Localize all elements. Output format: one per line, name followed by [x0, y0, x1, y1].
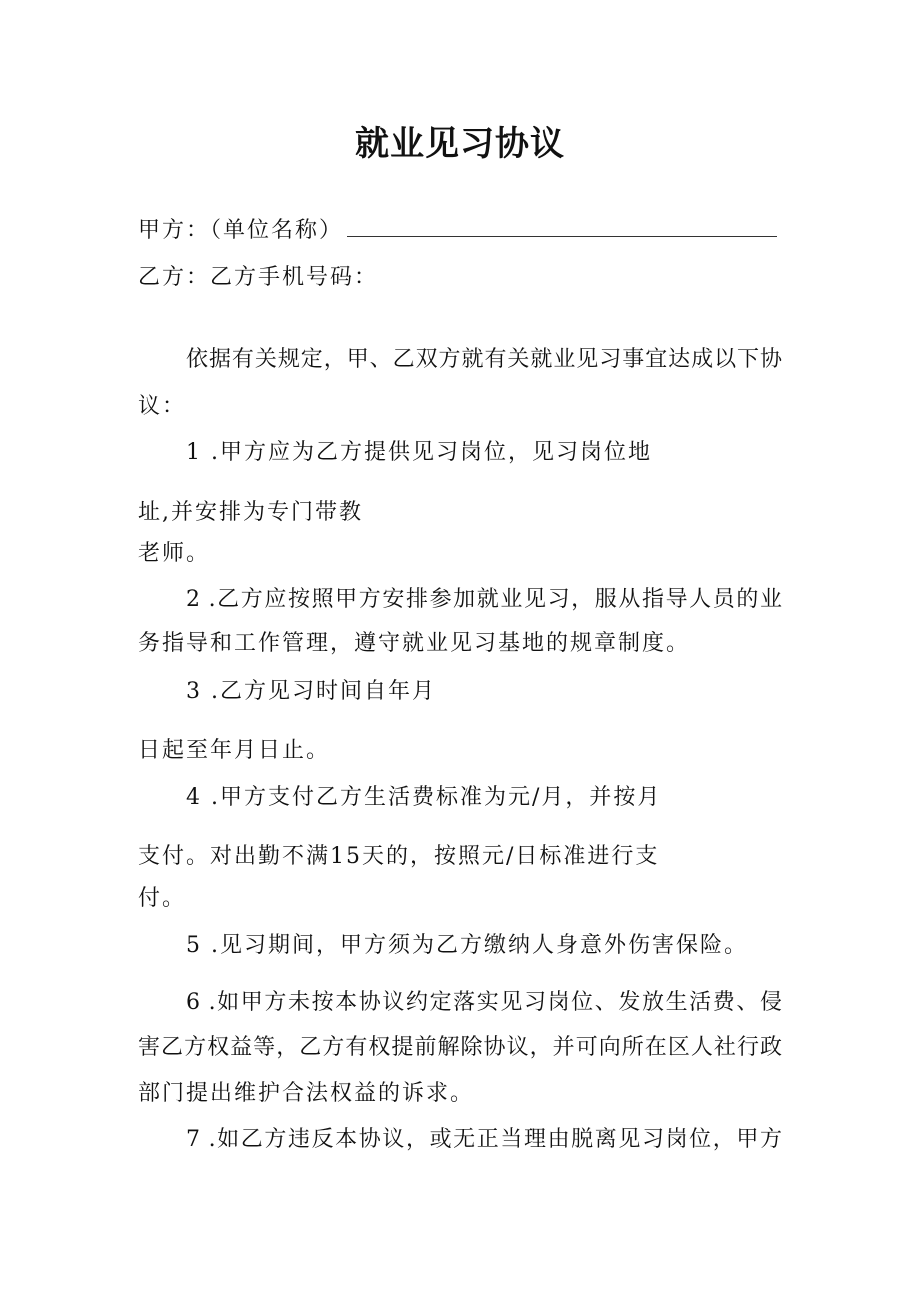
- clause-6-line-2: 害乙方权益等，乙方有权提前解除协议，并可向所在区人社行政: [138, 1035, 782, 1060]
- intro-line-1: 依据有关规定，甲、乙双方就有关就业见习事宜达成以下协: [186, 347, 782, 372]
- clause-2-line-1: 2 .乙方应按照甲方安排参加就业见习，服从指导人员的业: [186, 587, 782, 612]
- clause-6-line-3: 部门提出维护合法权益的诉求。: [138, 1081, 475, 1106]
- party-a-line: [138, 214, 777, 247]
- clause-4-line-2: 支付。对出勤不满15天的，按照元/日标准进行支: [138, 844, 660, 869]
- clause-1-line-3: 老师。: [138, 541, 211, 566]
- clause-5-line-1: 5 .见习期间，甲方须为乙方缴纳人身意外伤害保险。: [186, 933, 748, 958]
- clause-3-line-2: 日起至年月日止。: [138, 738, 331, 763]
- clause-2-line-2: 务指导和工作管理，遵守就业见习基地的规章制度。: [138, 631, 691, 656]
- clause-6-line-1: 6 .如甲方未按本协议约定落实见习岗位、发放生活费、侵: [186, 990, 782, 1015]
- clause-7-line-1: 7 .如乙方违反本协议，或无正当理由脱离见习岗位，甲方: [186, 1127, 782, 1152]
- party-a-label: 甲方：（单位名称）: [138, 218, 344, 243]
- document-title: 就业见习协议: [355, 124, 565, 164]
- clause-3-line-1: 3 .乙方见习时间自年月: [186, 679, 436, 704]
- clause-1-line-2: 址,并安排为专门带教: [138, 500, 363, 525]
- clause-1-line-1: 1 .甲方应为乙方提供见习岗位，见习岗位地: [186, 440, 652, 465]
- party-b-line: 乙方：乙方手机号码：: [138, 265, 379, 290]
- party-a-blank: [347, 214, 777, 237]
- clause-4-line-1: 4 .甲方支付乙方生活费标准为元/月，并按月: [186, 785, 662, 810]
- intro-line-2: 议：: [138, 394, 187, 419]
- clause-4-line-3: 付。: [138, 886, 187, 911]
